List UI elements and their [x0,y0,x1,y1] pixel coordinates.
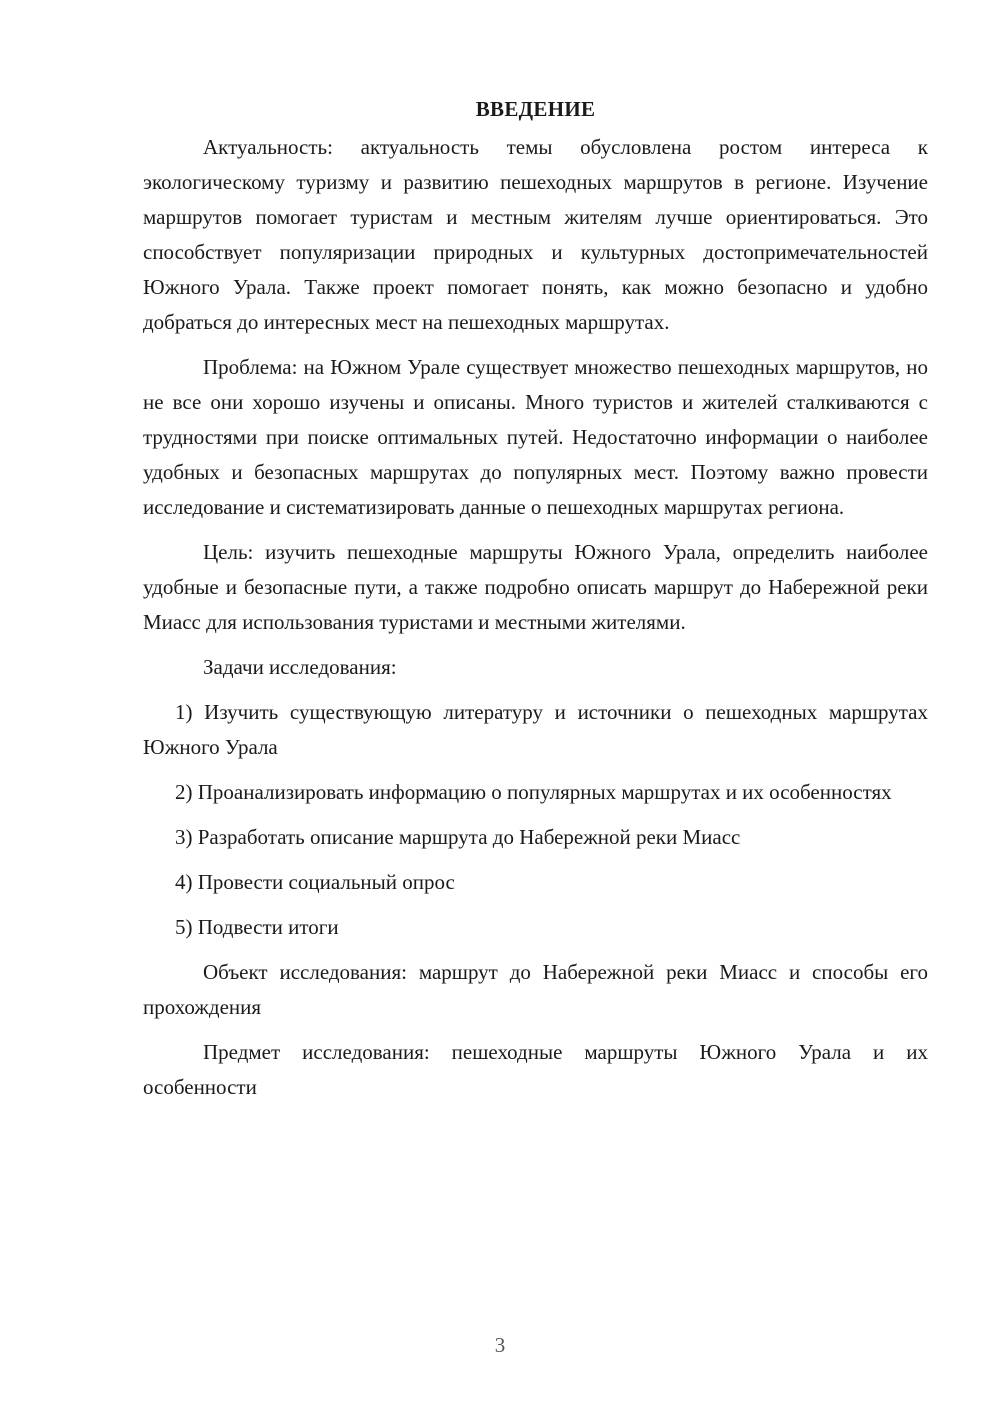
task-item: 4) Провести социальный опрос [175,870,455,894]
paragraph-problem: Проблема: на Южном Урале существует множество пешеходных маршрутов, но не все они хорошо изучены и описаны. Много туристов и жителей сталкиваются с трудностями при поиске оптимальных путей. Недостаточно информации о наиболее удобных и безопасных маршрутах до популярных мест. Поэтому важно провести исследование и систематизировать данные о пешеходных маршрутах региона. [143,355,928,519]
paragraph-relevance: Актуальность: актуальность темы обусловлена ростом интереса к экологическому туризму и развитию пешеходных маршрутов в регионе. Изучение маршрутов помогает туристам и местным жителям лучше ориентироваться. Это способствует популяризации природных и культурных достопримечательностей Южного Урала. Также проект помогает понять, как можно безопасно и удобно добраться до интересных мест на пешеходных маршрутах. [143,135,928,334]
tasks-title: Задачи исследования: [203,655,397,679]
task-item: 3) Разработать описание маршрута до Набережной реки Миасс [175,825,741,849]
paragraph-object: Объект исследования: маршрут до Набережной реки Миасс и способы его прохождения [143,960,928,1019]
task-item: 2) Проанализировать информацию о популярных маршрутах и их особенностях [175,780,892,804]
document-heading: ВВЕДЕНИЕ [475,97,596,121]
paragraph-goal: Цель: изучить пешеходные маршруты Южного Урала, определить наиболее удобные и безопасные пути, а также подробно описать маршрут до Набережной реки Миасс для использования туристами и местными жителями. [143,540,928,634]
task-item: 5) Подвести итоги [175,915,339,939]
task-item: 1) Изучить существующую литературу и источники о пешеходных маршрутах Южного Урала [143,700,928,759]
document-page [143,92,928,1115]
paragraph-subject: Предмет исследования: пешеходные маршруты Южного Урала и их особенности [143,1040,928,1099]
page-number: 3 [494,1333,506,1357]
